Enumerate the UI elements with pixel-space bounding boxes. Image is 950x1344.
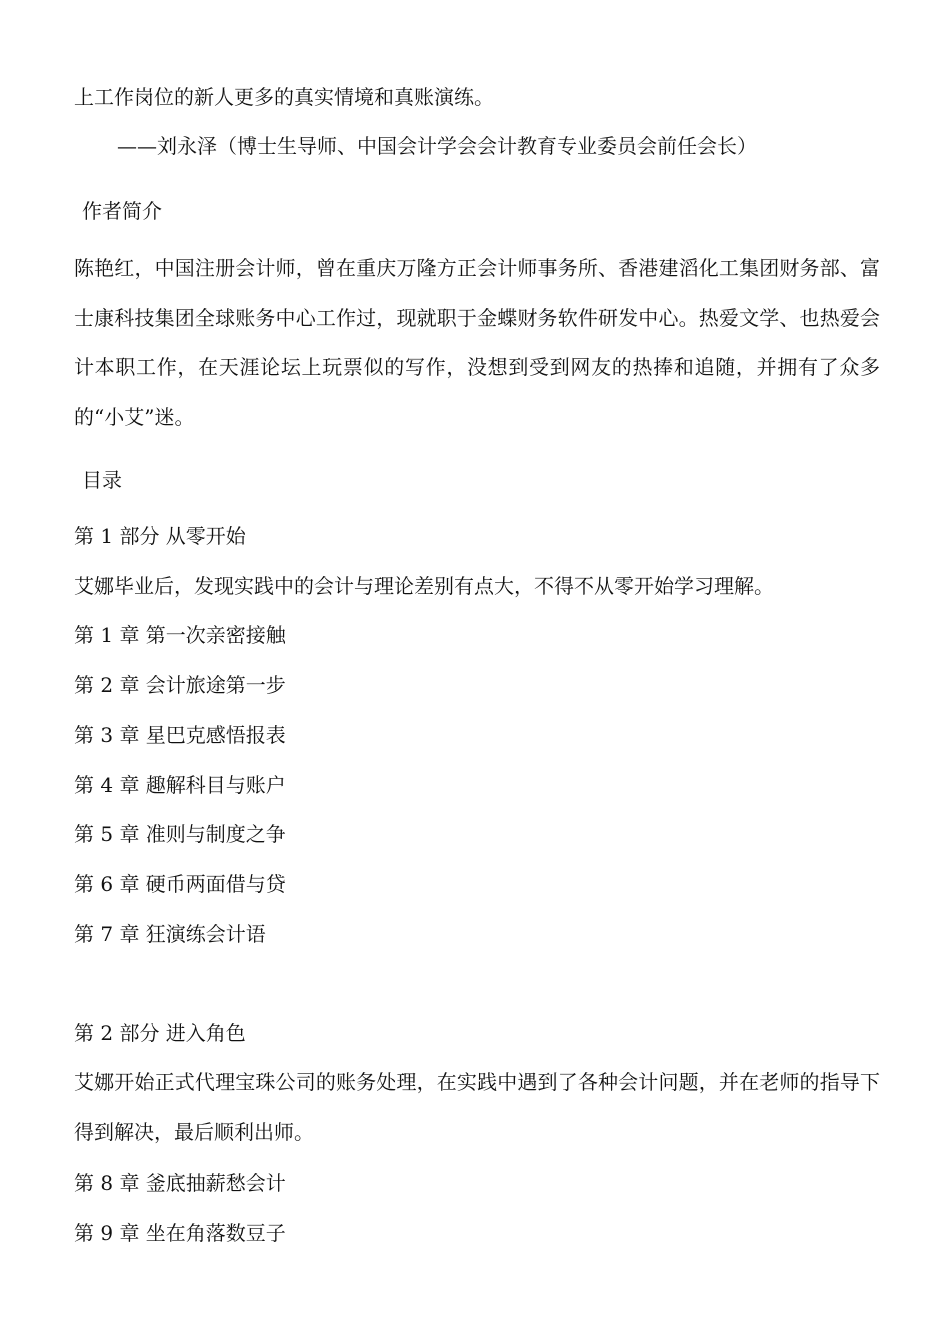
chapter-8: 第 8 章 釜底抽薪愁会计 bbox=[74, 1171, 286, 1195]
chapter-2: 第 2 章 会计旅途第一步 bbox=[74, 673, 286, 697]
part-1-title: 第 1 部分 从零开始 bbox=[74, 524, 246, 548]
chapter-9: 第 9 章 坐在角落数豆子 bbox=[74, 1221, 286, 1245]
part-2-title: 第 2 部分 进入角色 bbox=[74, 1021, 246, 1045]
chapter-6: 第 6 章 硬币两面借与贷 bbox=[74, 872, 286, 896]
intro-continuation: 上工作岗位的新人更多的真实情境和真账演练。 bbox=[74, 85, 494, 109]
toc-heading: 目录 bbox=[82, 468, 122, 492]
part-2-summary: 艾娜开始正式代理宝珠公司的账务处理，在实践中遇到了各种会计问题，并在老师的指导下得到解决，最后顺利出师。 bbox=[74, 1070, 880, 1144]
chapter-5: 第 5 章 准则与制度之争 bbox=[74, 822, 286, 846]
chapter-3: 第 3 章 星巴克感悟报表 bbox=[74, 723, 286, 747]
chapter-7: 第 7 章 狂演练会计语 bbox=[74, 922, 266, 946]
author-bio: 陈艳红，中国注册会计师，曾在重庆万隆方正会计师事务所、香港建滔化工集团财务部、富士康科技集团全球账务中心工作过，现就职于金蝶财务软件研发中心。热爱文学、也热爱会计本职工作，在天涯论坛上玩票似的写作，没想到受到网友的热捧和追随，并拥有了众多的“小艾”迷。 bbox=[74, 256, 880, 429]
author-heading: 作者简介 bbox=[82, 199, 162, 223]
quote-attribution: ——刘永泽（博士生导师、中国会计学会会计教育专业委员会前任会长） bbox=[117, 134, 757, 158]
part-1-summary: 艾娜毕业后，发现实践中的会计与理论差别有点大，不得不从零开始学习理解。 bbox=[74, 574, 774, 598]
chapter-1: 第 1 章 第一次亲密接触 bbox=[74, 623, 286, 647]
chapter-4: 第 4 章 趣解科目与账户 bbox=[74, 773, 286, 797]
